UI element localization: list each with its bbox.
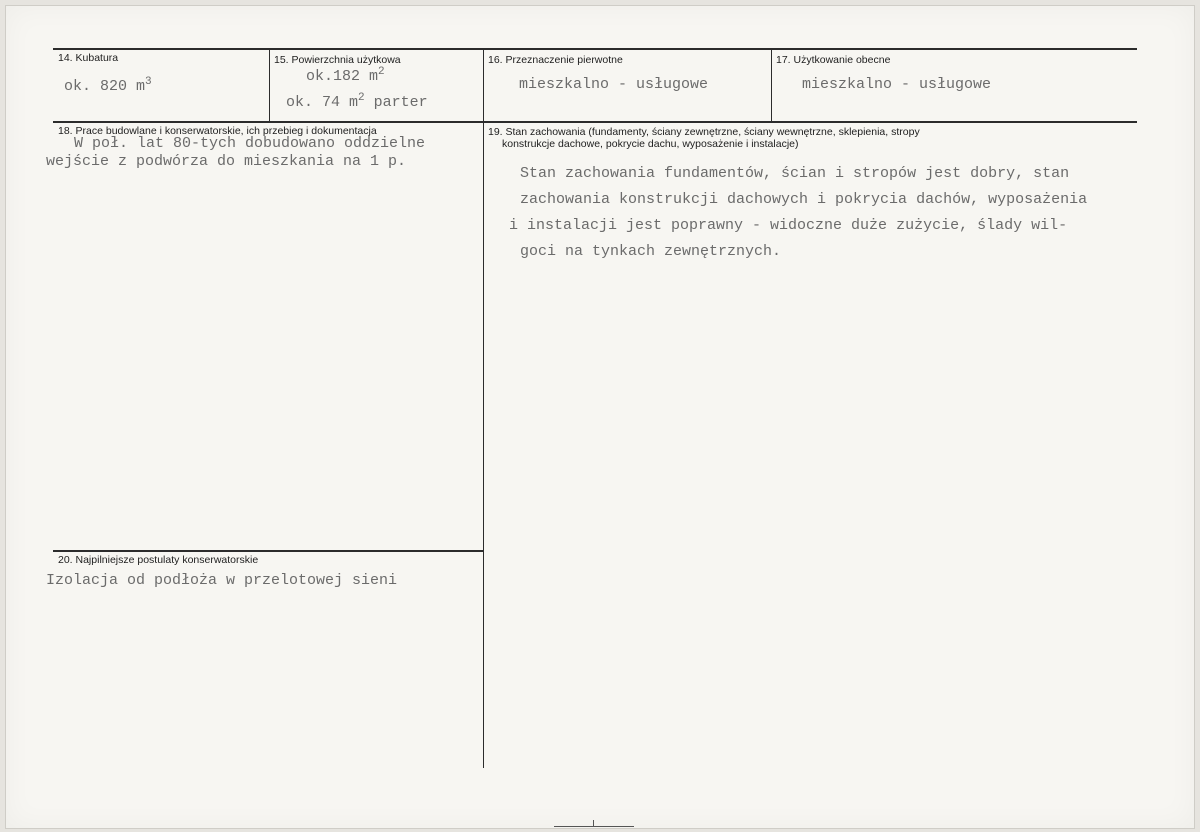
field14-label: 14. Kubatura [58,52,119,64]
field14-value-text: ok. 820 m [64,78,146,95]
field15-value2-suffix: parter [364,94,428,111]
field15-value1-text: ok.182 m [306,68,379,85]
field19-label-line-2: konstrukcje dachowe, pokrycie dachu, wyposażenie i instalacje) [502,138,799,150]
col-divider-15-16 [483,48,484,768]
field19-line-3: i instalacji jest poprawny - widoczne duże zużycie, ślady wil- [509,217,1068,234]
row1-bottom-rule [53,121,1137,123]
field19-line-2: zachowania konstrukcji dachowych i pokrycia dachów, wyposażenia [520,191,1088,208]
col-divider-16-17 [771,48,772,123]
inventory-card [5,5,1195,829]
field20-value: Izolacja od podłoża w przelotowej sieni [46,572,398,589]
field15-value1 [306,66,385,85]
field20-label: 20. Najpilniejsze postulaty konserwatorskie [58,554,259,566]
field15-value1-sup: 2 [378,66,385,78]
field15-value2 [286,92,428,111]
field16-value: mieszkalno - usługowe [519,76,709,93]
top-rule [53,48,1137,50]
col-divider-14-15 [269,48,270,123]
field18-line-2: wejście z podwórza do mieszkania na 1 p. [46,153,407,170]
field15-value2-text: ok. 74 m [286,94,359,111]
bottom-tick-mark [593,820,594,827]
field19-label-line-1: 19. Stan zachowania (fundamenty, ściany zewnętrzne, ściany wewnętrzne, sklepienia, stropy [488,126,920,138]
bottom-fold-mark [554,826,634,827]
field20-top-rule [53,550,484,552]
field19-line-1: Stan zachowania fundamentów, ścian i stropów jest dobry, stan [520,165,1070,182]
field14-value-sup: 3 [145,76,152,88]
field15-label: 15. Powierzchnia użytkowa [274,54,401,66]
field16-label: 16. Przeznaczenie pierwotne [488,54,623,66]
field18-label: 18. Prace budowlane i konserwatorskie, ich przebieg i dokumentacja [58,125,377,137]
field15-value2-sup: 2 [358,92,365,104]
field18-line-1: W poł. lat 80-tych dobudowano oddzielne [74,135,426,152]
field19-line-4: goci na tynkach zewnętrznych. [520,243,782,260]
field17-label: 17. Użytkowanie obecne [776,54,891,66]
field14-value [64,76,152,95]
field17-value: mieszkalno - usługowe [802,76,992,93]
